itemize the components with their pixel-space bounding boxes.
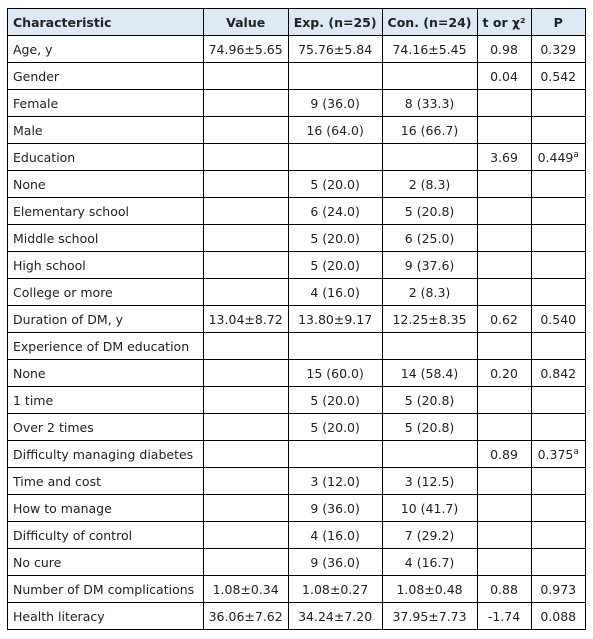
cell-value xyxy=(203,333,288,360)
cell-p xyxy=(531,171,586,198)
cell-exp xyxy=(288,549,382,576)
table-body xyxy=(8,36,586,630)
cell-exp-text: 5 (20.0) xyxy=(310,392,360,408)
cell-value-text: 36.06±7.62 xyxy=(208,608,283,624)
cell-value-text: 1.08±0.34 xyxy=(212,581,279,597)
cell-con xyxy=(382,468,477,495)
cell-test-stat xyxy=(477,171,531,198)
cell-exp-text: 5 (20.0) xyxy=(310,257,360,273)
cell-test-stat-text: 0.88 xyxy=(490,581,518,597)
cell-exp xyxy=(288,576,382,603)
header-value: Value xyxy=(203,9,288,36)
cell-p xyxy=(531,144,586,171)
table-row xyxy=(8,225,586,252)
cell-value xyxy=(203,414,288,441)
cell-characteristic xyxy=(8,468,204,495)
cell-test-stat xyxy=(477,306,531,333)
cell-characteristic-text: Over 2 times xyxy=(13,419,94,435)
cell-characteristic-text: Experience of DM education xyxy=(13,338,190,354)
cell-characteristic xyxy=(8,333,204,360)
table-row xyxy=(8,117,586,144)
cell-p xyxy=(531,225,586,252)
cell-value xyxy=(203,279,288,306)
cell-test-stat-text: 0.98 xyxy=(490,41,518,57)
cell-p xyxy=(531,63,586,90)
table-row xyxy=(8,387,586,414)
cell-p xyxy=(531,90,586,117)
cell-exp xyxy=(288,90,382,117)
footnote-marker: a xyxy=(573,149,579,160)
cell-exp-text: 9 (36.0) xyxy=(310,95,360,111)
cell-test-stat xyxy=(477,387,531,414)
cell-p xyxy=(531,387,586,414)
cell-characteristic-text: Number of DM complications xyxy=(13,581,195,597)
cell-characteristic-text: Age, y xyxy=(13,41,53,57)
cell-con xyxy=(382,117,477,144)
cell-exp xyxy=(288,387,382,414)
cell-p xyxy=(531,495,586,522)
cell-exp xyxy=(288,495,382,522)
table-row xyxy=(8,36,586,63)
cell-con xyxy=(382,549,477,576)
cell-con-text: 14 (58.4) xyxy=(400,365,459,381)
table-row xyxy=(8,441,586,468)
cell-con-text: 16 (66.7) xyxy=(400,122,459,138)
table-row xyxy=(8,90,586,117)
cell-test-stat-text: 0.89 xyxy=(490,446,518,462)
cell-characteristic xyxy=(8,414,204,441)
cell-con-text: 5 (20.8) xyxy=(404,419,455,435)
cell-characteristic-text: 1 time xyxy=(13,392,54,408)
cell-characteristic-text: High school xyxy=(13,257,86,273)
cell-con xyxy=(382,603,477,630)
cell-p xyxy=(531,522,586,549)
cell-characteristic-text: Duration of DM, y xyxy=(13,311,124,327)
table-row xyxy=(8,279,586,306)
cell-con xyxy=(382,387,477,414)
cell-p xyxy=(531,333,586,360)
cell-characteristic xyxy=(8,360,204,387)
cell-con xyxy=(382,333,477,360)
cell-value xyxy=(203,306,288,333)
cell-test-stat xyxy=(477,468,531,495)
cell-p-text: 0.842 xyxy=(540,365,577,381)
cell-characteristic xyxy=(8,441,204,468)
table-row xyxy=(8,468,586,495)
cell-exp xyxy=(288,414,382,441)
cell-characteristic xyxy=(8,495,204,522)
cell-characteristic xyxy=(8,549,204,576)
footnote-marker: a xyxy=(573,446,579,457)
cell-con-text: 7 (29.2) xyxy=(404,527,455,543)
cell-characteristic-text: Difficulty managing diabetes xyxy=(13,446,194,462)
cell-exp-text: 5 (20.0) xyxy=(310,176,360,192)
cell-test-stat xyxy=(477,333,531,360)
cell-exp xyxy=(288,36,382,63)
cell-value xyxy=(203,495,288,522)
cell-value-text: 74.96±5.65 xyxy=(208,41,283,57)
cell-characteristic xyxy=(8,144,204,171)
table-row xyxy=(8,63,586,90)
cell-characteristic-text: Education xyxy=(13,149,76,165)
cell-exp xyxy=(288,252,382,279)
cell-value xyxy=(203,387,288,414)
cell-exp-text: 9 (36.0) xyxy=(310,500,360,516)
cell-test-stat xyxy=(477,198,531,225)
cell-value xyxy=(203,522,288,549)
cell-con xyxy=(382,441,477,468)
cell-con-text: 37.95±7.73 xyxy=(392,608,467,624)
cell-test-stat xyxy=(477,117,531,144)
cell-p-text: 0.375 xyxy=(537,446,574,462)
cell-exp-text: 4 (16.0) xyxy=(310,284,360,300)
cell-con xyxy=(382,522,477,549)
cell-characteristic-text: College or more xyxy=(13,284,113,300)
cell-con-text: 8 (33.3) xyxy=(404,95,455,111)
cell-con-text: 12.25±8.35 xyxy=(392,311,467,327)
cell-value xyxy=(203,225,288,252)
cell-p xyxy=(531,603,586,630)
cell-exp-text: 15 (60.0) xyxy=(306,365,364,381)
table-row xyxy=(8,198,586,225)
cell-characteristic xyxy=(8,279,204,306)
header-con: Con. (n=24) xyxy=(382,9,477,36)
cell-con-text: 5 (20.8) xyxy=(404,203,455,219)
cell-con xyxy=(382,36,477,63)
cell-p xyxy=(531,414,586,441)
cell-exp xyxy=(288,468,382,495)
cell-exp xyxy=(288,360,382,387)
table-row xyxy=(8,603,586,630)
cell-characteristic-text: Male xyxy=(13,122,43,138)
cell-exp xyxy=(288,279,382,306)
cell-characteristic xyxy=(8,522,204,549)
table-row xyxy=(8,144,586,171)
cell-test-stat xyxy=(477,63,531,90)
header-p: P xyxy=(531,9,586,36)
cell-test-stat xyxy=(477,90,531,117)
table-row xyxy=(8,333,586,360)
cell-characteristic-text: None xyxy=(13,365,46,381)
cell-value xyxy=(203,117,288,144)
cell-con-text: 1.08±0.48 xyxy=(396,581,463,597)
cell-characteristic-text: No cure xyxy=(13,554,62,570)
cell-characteristic xyxy=(8,603,204,630)
cell-p xyxy=(531,279,586,306)
cell-characteristic-text: Gender xyxy=(13,68,60,84)
cell-exp xyxy=(288,306,382,333)
cell-value xyxy=(203,171,288,198)
cell-value xyxy=(203,144,288,171)
cell-p-text: 0.973 xyxy=(540,581,577,597)
cell-con xyxy=(382,576,477,603)
cell-exp-text: 5 (20.0) xyxy=(310,419,360,435)
cell-con-text: 2 (8.3) xyxy=(408,284,451,300)
cell-value xyxy=(203,441,288,468)
cell-exp xyxy=(288,441,382,468)
cell-exp xyxy=(288,144,382,171)
cell-con xyxy=(382,144,477,171)
cell-con-text: 2 (8.3) xyxy=(408,176,451,192)
cell-characteristic-text: Female xyxy=(13,95,59,111)
cell-con-text: 10 (41.7) xyxy=(400,500,459,516)
cell-characteristic xyxy=(8,252,204,279)
cell-value xyxy=(203,36,288,63)
cell-exp-text: 75.76±5.84 xyxy=(298,41,373,57)
cell-p xyxy=(531,360,586,387)
table-row xyxy=(8,252,586,279)
cell-characteristic xyxy=(8,198,204,225)
cell-test-stat xyxy=(477,279,531,306)
cell-p xyxy=(531,252,586,279)
table-row xyxy=(8,414,586,441)
cell-p-text: 0.329 xyxy=(540,41,577,57)
cell-characteristic xyxy=(8,306,204,333)
cell-test-stat-text: 0.04 xyxy=(490,68,518,84)
cell-p xyxy=(531,117,586,144)
cell-p-text: 0.542 xyxy=(540,68,577,84)
cell-p xyxy=(531,306,586,333)
cell-p xyxy=(531,576,586,603)
cell-characteristic-text: Elementary school xyxy=(13,203,129,219)
cell-test-stat-text: 0.20 xyxy=(490,365,518,381)
cell-p xyxy=(531,198,586,225)
cell-con xyxy=(382,198,477,225)
cell-con xyxy=(382,252,477,279)
table-row xyxy=(8,495,586,522)
cell-con xyxy=(382,90,477,117)
cell-test-stat-text: 3.69 xyxy=(490,149,518,165)
cell-value xyxy=(203,90,288,117)
cell-characteristic-text: Difficulty of control xyxy=(13,527,133,543)
cell-characteristic-text: Middle school xyxy=(13,230,99,246)
cell-characteristic xyxy=(8,171,204,198)
cell-con xyxy=(382,360,477,387)
cell-con xyxy=(382,279,477,306)
cell-con xyxy=(382,171,477,198)
cell-con xyxy=(382,414,477,441)
cell-p-text: 0.088 xyxy=(540,608,577,624)
cell-test-stat xyxy=(477,36,531,63)
cell-value xyxy=(203,198,288,225)
cell-con-text: 74.16±5.45 xyxy=(392,41,467,57)
cell-con xyxy=(382,63,477,90)
cell-exp xyxy=(288,603,382,630)
cell-con-text: 9 (37.6) xyxy=(404,257,455,273)
cell-exp-text: 3 (12.0) xyxy=(310,473,360,489)
cell-value xyxy=(203,468,288,495)
cell-exp xyxy=(288,522,382,549)
cell-con-text: 4 (16.7) xyxy=(404,554,455,570)
cell-test-stat xyxy=(477,549,531,576)
cell-p-text: 0.540 xyxy=(540,311,577,327)
characteristics-table xyxy=(7,8,586,630)
cell-con-text: 6 (25.0) xyxy=(404,230,455,246)
cell-exp-text: 9 (36.0) xyxy=(310,554,360,570)
cell-value-text: 13.04±8.72 xyxy=(208,311,283,327)
cell-characteristic xyxy=(8,576,204,603)
cell-exp-text: 5 (20.0) xyxy=(310,230,360,246)
header-exp: Exp. (n=25) xyxy=(288,9,382,36)
cell-characteristic xyxy=(8,90,204,117)
table-row xyxy=(8,171,586,198)
cell-exp xyxy=(288,225,382,252)
cell-con-text: 5 (20.8) xyxy=(404,392,455,408)
cell-value xyxy=(203,360,288,387)
cell-value xyxy=(203,549,288,576)
cell-characteristic xyxy=(8,63,204,90)
header-row xyxy=(8,9,586,36)
cell-characteristic xyxy=(8,117,204,144)
cell-value xyxy=(203,576,288,603)
cell-test-stat xyxy=(477,252,531,279)
cell-p xyxy=(531,468,586,495)
cell-test-stat xyxy=(477,441,531,468)
table-row xyxy=(8,576,586,603)
cell-value xyxy=(203,63,288,90)
cell-p-text: 0.449 xyxy=(537,149,574,165)
cell-exp xyxy=(288,171,382,198)
cell-test-stat xyxy=(477,603,531,630)
cell-exp-text: 16 (64.0) xyxy=(306,122,364,138)
cell-test-stat xyxy=(477,144,531,171)
cell-value xyxy=(203,603,288,630)
cell-exp xyxy=(288,117,382,144)
cell-exp-text: 4 (16.0) xyxy=(310,527,360,543)
cell-exp-text: 13.80±9.17 xyxy=(298,311,373,327)
cell-characteristic xyxy=(8,225,204,252)
cell-test-stat xyxy=(477,360,531,387)
cell-characteristic-text: Time and cost xyxy=(13,473,101,489)
cell-p xyxy=(531,36,586,63)
cell-exp xyxy=(288,198,382,225)
table-row xyxy=(8,360,586,387)
cell-test-stat-text: 0.62 xyxy=(490,311,518,327)
cell-con-text: 3 (12.5) xyxy=(404,473,455,489)
table-row xyxy=(8,522,586,549)
cell-con xyxy=(382,495,477,522)
table-row xyxy=(8,549,586,576)
cell-value xyxy=(203,252,288,279)
cell-test-stat xyxy=(477,414,531,441)
table-row xyxy=(8,306,586,333)
cell-con xyxy=(382,306,477,333)
cell-p xyxy=(531,549,586,576)
cell-exp-text: 1.08±0.27 xyxy=(302,581,369,597)
cell-test-stat xyxy=(477,522,531,549)
cell-test-stat-text: -1.74 xyxy=(487,608,521,624)
cell-characteristic-text: Health literacy xyxy=(13,608,105,624)
header-test-stat: t or χ² xyxy=(477,9,531,36)
cell-test-stat xyxy=(477,576,531,603)
header-characteristic: Characteristic xyxy=(8,9,204,36)
cell-exp-text: 34.24±7.20 xyxy=(298,608,373,624)
cell-exp-text: 6 (24.0) xyxy=(310,203,360,219)
cell-exp xyxy=(288,63,382,90)
cell-characteristic-text: How to manage xyxy=(13,500,112,516)
cell-test-stat xyxy=(477,495,531,522)
cell-test-stat xyxy=(477,225,531,252)
cell-p xyxy=(531,441,586,468)
cell-characteristic xyxy=(8,387,204,414)
cell-characteristic xyxy=(8,36,204,63)
cell-exp xyxy=(288,333,382,360)
cell-con xyxy=(382,225,477,252)
cell-characteristic-text: None xyxy=(13,176,46,192)
